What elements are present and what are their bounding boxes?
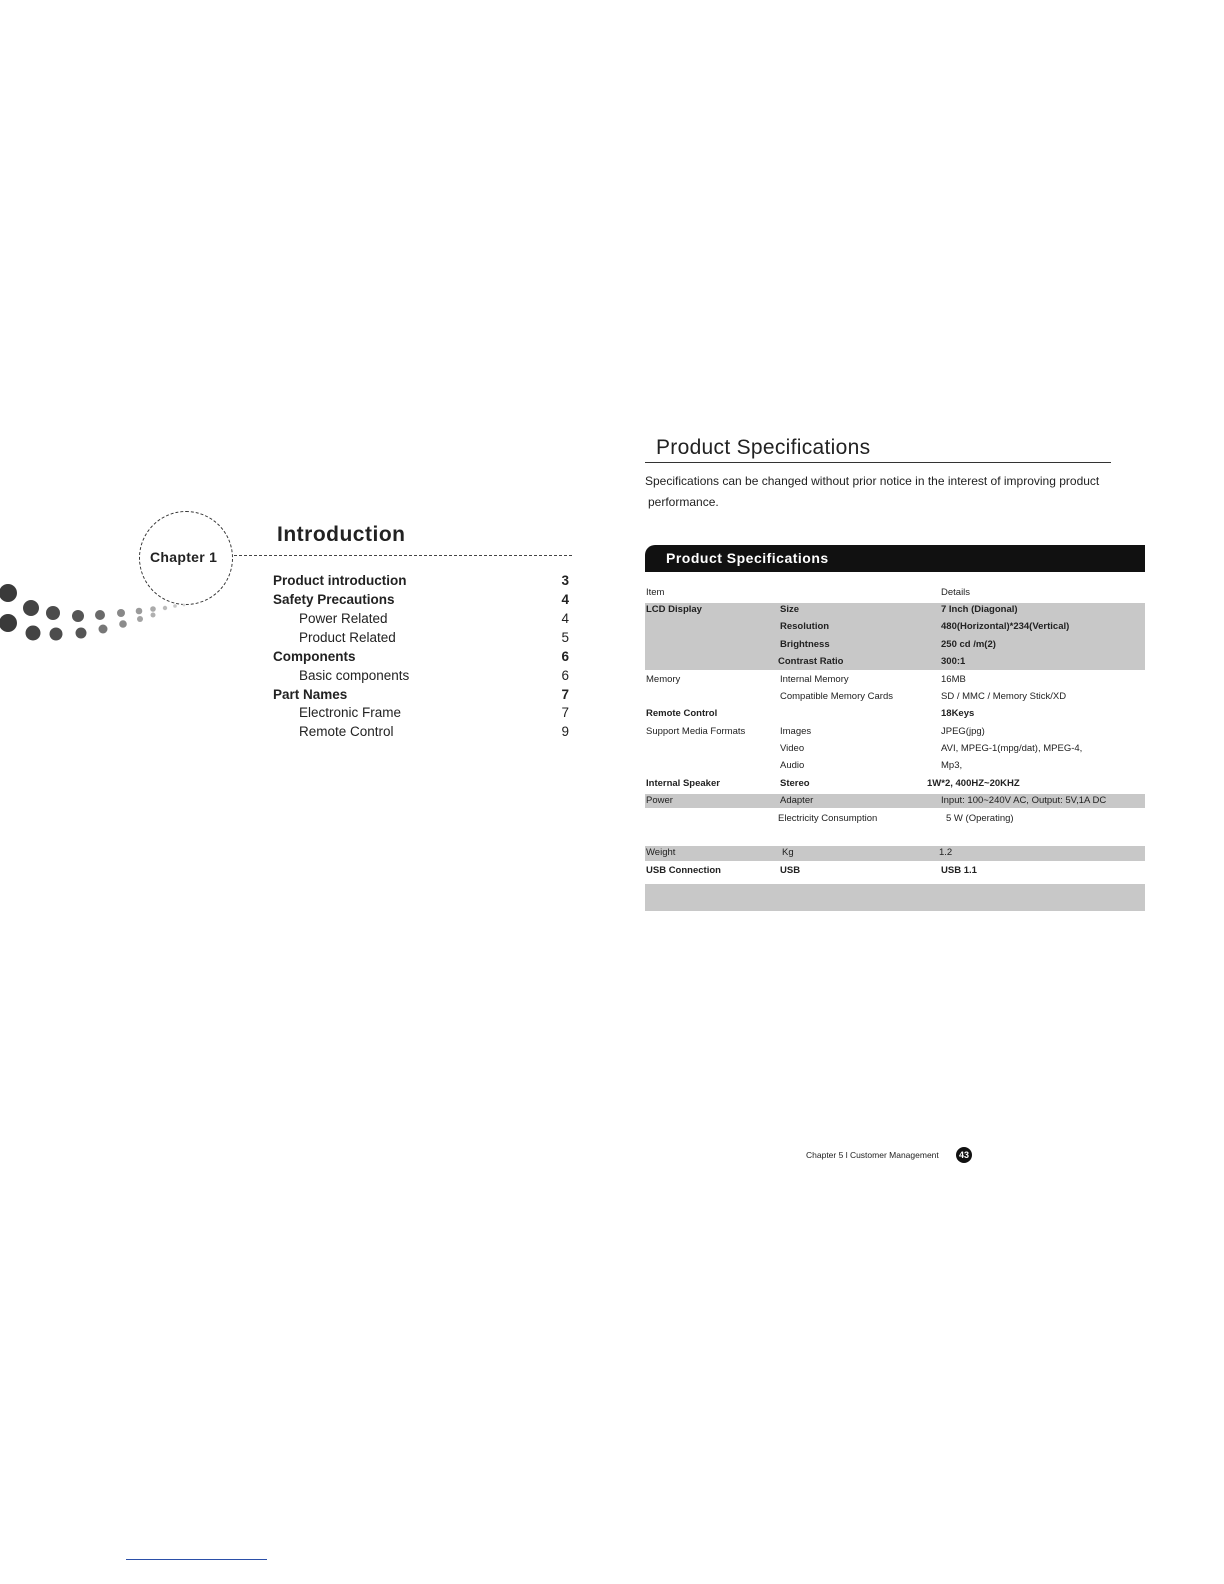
table-band-weight bbox=[645, 846, 1145, 861]
spec-item: LCD Display bbox=[646, 604, 702, 615]
toc-row[interactable] bbox=[273, 668, 569, 687]
spec-detail: 1W*2, 400HZ~20KHZ bbox=[927, 778, 1020, 789]
spec-detail: 7 Inch (Diagonal) bbox=[941, 604, 1018, 615]
spec-note-line-1: Specifications can be changed without prior notice in the interest of improving product bbox=[645, 474, 1100, 488]
spec-detail: 300:1 bbox=[941, 656, 966, 667]
toc-row[interactable] bbox=[273, 573, 569, 592]
toc-page: 9 bbox=[561, 724, 569, 739]
toc-row[interactable] bbox=[273, 649, 569, 668]
toc-label: Power Related bbox=[299, 611, 388, 626]
spec-item: Power bbox=[646, 795, 673, 806]
spec-item: Memory bbox=[646, 674, 681, 685]
spec-detail: AVI, MPEG-1(mpg/dat), MPEG-4, bbox=[941, 743, 1083, 754]
toc-row[interactable] bbox=[273, 611, 569, 630]
spec-sub: Video bbox=[780, 743, 805, 754]
table-header-item: Item bbox=[646, 587, 665, 598]
spec-item: USB Connection bbox=[646, 865, 721, 876]
toc-page: 4 bbox=[561, 592, 569, 607]
spec-sub: USB bbox=[780, 865, 801, 876]
toc-row[interactable] bbox=[273, 592, 569, 611]
toc-row[interactable] bbox=[273, 630, 569, 649]
toc-page: 4 bbox=[561, 611, 569, 626]
toc-label: Basic components bbox=[299, 668, 410, 683]
toc-label: Product Related bbox=[299, 630, 396, 645]
spec-item: Internal Speaker bbox=[646, 778, 720, 789]
toc-page: 5 bbox=[561, 630, 569, 645]
toc-label: Product introduction bbox=[273, 573, 407, 588]
spec-sub: Contrast Ratio bbox=[778, 656, 844, 667]
table-band-empty bbox=[645, 884, 1145, 911]
spec-detail: USB 1.1 bbox=[941, 865, 977, 876]
toc-row[interactable] bbox=[273, 687, 569, 706]
toc-label: Electronic Frame bbox=[299, 705, 402, 720]
spec-sub: Electricity Consumption bbox=[778, 813, 878, 824]
toc-row[interactable] bbox=[273, 724, 569, 743]
toc-row[interactable] bbox=[273, 705, 569, 724]
page-footer-text: Chapter 5 l Customer Management bbox=[806, 1150, 939, 1160]
spec-detail: 5 W (Operating) bbox=[946, 813, 1014, 824]
table-header-details: Details bbox=[941, 587, 971, 598]
title-underline bbox=[645, 462, 1111, 463]
spec-item: Weight bbox=[646, 847, 676, 858]
toc-page: 7 bbox=[561, 687, 569, 702]
spec-detail: 480(Horizontal)*234(Vertical) bbox=[941, 621, 1070, 632]
spec-detail: JPEG(jpg) bbox=[941, 726, 985, 737]
spec-sub: Internal Memory bbox=[780, 674, 849, 685]
toc-page: 6 bbox=[561, 668, 569, 683]
toc-label: Remote Control bbox=[299, 724, 394, 739]
toc-label: Components bbox=[273, 649, 356, 664]
spec-sub: Compatible Memory Cards bbox=[780, 691, 893, 702]
spec-item: Support Media Formats bbox=[646, 726, 746, 737]
chapter-label: Chapter 1 bbox=[150, 549, 218, 565]
toc-label: Part Names bbox=[273, 687, 348, 702]
spec-sub: Audio bbox=[780, 760, 805, 771]
chapter-divider bbox=[234, 555, 572, 556]
page-number-badge: 43 bbox=[956, 1147, 972, 1163]
spec-sub: Brightness bbox=[780, 639, 830, 650]
spec-detail: 250 cd /m(2) bbox=[941, 639, 996, 650]
table-band-lcd bbox=[645, 603, 1145, 670]
spec-item: Remote Control bbox=[646, 708, 718, 719]
spec-sub: Resolution bbox=[780, 621, 830, 632]
spec-detail: SD / MMC / Memory Stick/XD bbox=[941, 691, 1067, 702]
spec-sub: Size bbox=[780, 604, 800, 615]
chapter-title: Introduction bbox=[277, 523, 406, 546]
spec-detail: 18Keys bbox=[941, 708, 975, 719]
toc-label: Safety Precautions bbox=[273, 592, 395, 607]
toc-page: 7 bbox=[561, 705, 569, 720]
spec-sub: Images bbox=[780, 726, 812, 737]
toc-page: 3 bbox=[561, 573, 569, 588]
spec-detail: Mp3, bbox=[941, 760, 963, 771]
bottom-rule bbox=[126, 1559, 267, 1560]
decorative-dots bbox=[0, 575, 200, 645]
spec-note-line-2: performance. bbox=[648, 495, 719, 509]
spec-detail: 1.2 bbox=[939, 847, 953, 858]
spec-sub: Kg bbox=[782, 847, 794, 858]
spec-header-label: Product Specifications bbox=[666, 550, 829, 566]
spec-sub: Stereo bbox=[780, 778, 810, 789]
spec-sub: Adapter bbox=[780, 795, 814, 806]
toc-page: 6 bbox=[561, 649, 569, 664]
spec-detail: Input: 100~240V AC, Output: 5V,1A DC bbox=[941, 795, 1107, 806]
spec-page-title: Product Specifications bbox=[656, 436, 871, 459]
spec-detail: 16MB bbox=[941, 674, 966, 685]
